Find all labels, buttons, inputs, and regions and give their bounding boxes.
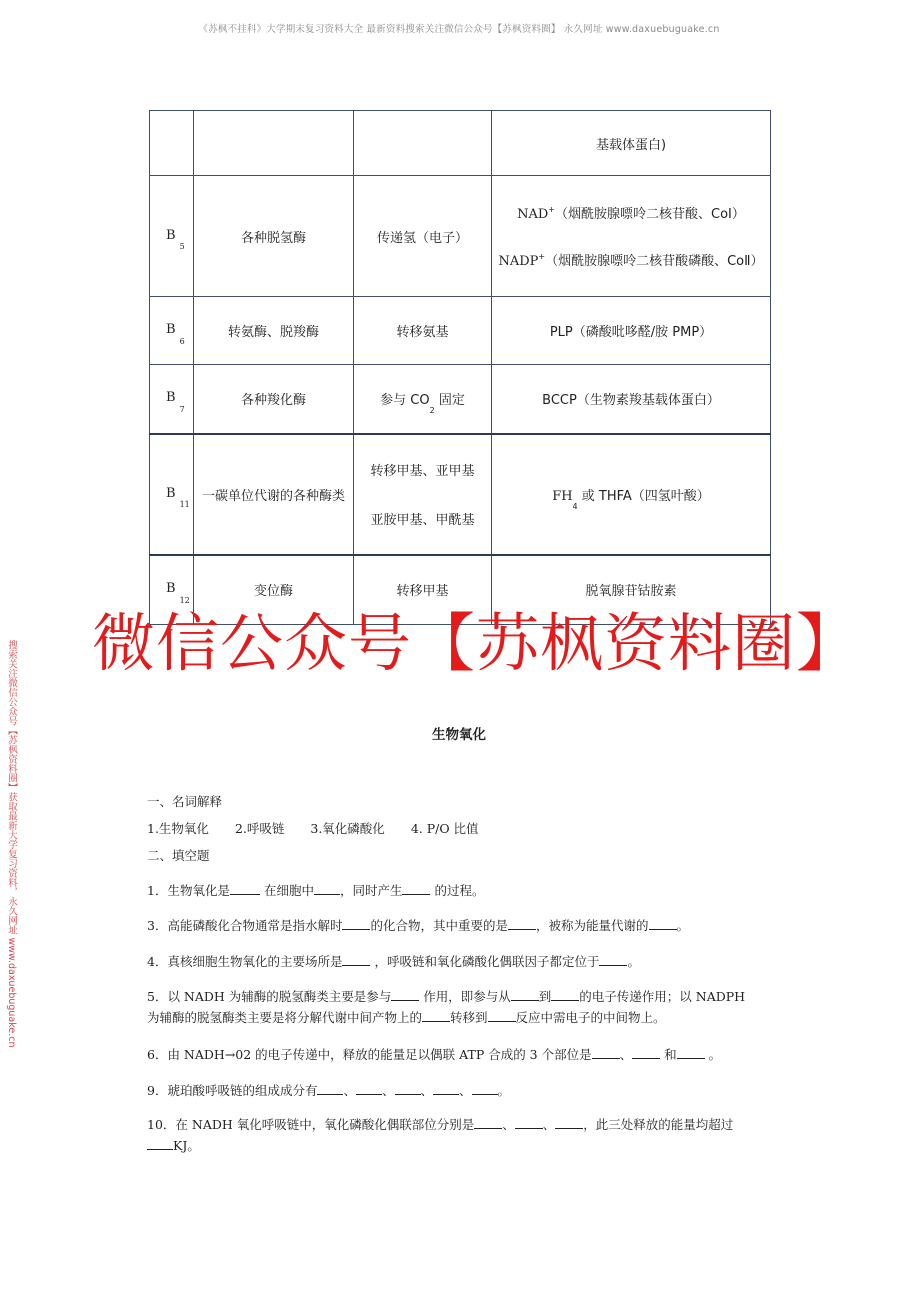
coenzyme-cell: 基载体蛋白)	[492, 111, 771, 176]
header-note: 《苏枫不挂科》大学期末复习资料大全 最新资料搜索关注微信公众号【苏枫资料圈】 永久网址 www.daxuebuguake.cn	[198, 24, 720, 35]
side-watermark-text: 搜索关注微信公众号【苏枫资料圈】获取最新大学复习资料，永久网址 www.daxuebuguake.cn	[6, 640, 17, 1048]
term-item: 3.氧化磷酸化	[310, 821, 385, 836]
enzyme-cell: 转氨酶、脱羧酶	[194, 297, 354, 365]
table-row	[150, 297, 771, 365]
function-cell: 转移甲基、亚甲基 亚胺甲基、甲酰基	[354, 434, 492, 555]
question-6: 6．由 NADH→02 的电子传递中，释放的能量足以偶联 ATP 合成的 3 个部位是 、 和 。	[147, 1047, 722, 1062]
coenzyme-cell: NAD+（烟酰胺腺嘌呤二核苷酸、CoⅠ） NADP+（烟酰胺腺嘌呤二核苷酸磷酸、CoⅡ）	[492, 176, 771, 297]
term-item: 4. P/O 比值	[410, 821, 479, 836]
coenzyme-cell: 脱氧腺苷钴胺素	[492, 555, 771, 625]
function-cell: 转移甲基	[354, 555, 492, 625]
enzyme-cell: 一碳单位代谢的各种酶类	[194, 434, 354, 555]
table-row	[150, 365, 771, 434]
question-10: 10．在 NADH 氧化呼吸链中，氧化磷酸化偶联部位分别是 、 、 ，此三处释放的能量均超过 KJ。	[147, 1117, 734, 1153]
enzyme-cell: 变位酶	[194, 555, 354, 625]
term-item: 2.呼吸链	[234, 821, 285, 836]
red-watermark-banner: 微信公众号【苏枫资料圈】	[92, 607, 860, 680]
function-cell: 参与 $CO_2$ 固定	[354, 365, 492, 434]
vitamin-name-cell: $B_7$	[150, 365, 194, 434]
question-4: 4．真核细胞生物氧化的主要场所是 ，呼吸链和氧化磷酸化偶联因子都定位于 。	[147, 954, 640, 969]
coenzyme-cell: PLP（磷酸吡哆醛/胺 PMP）	[492, 297, 771, 365]
coenzyme-cell: $FH_4$ 或 THFA（四氢叶酸）	[492, 434, 771, 555]
enzyme-cell: 各种脱氢酶	[194, 176, 354, 297]
vitamin-name-cell: $B_6$	[150, 297, 194, 365]
vitamin-name-cell: $B_{11}$	[150, 434, 194, 555]
vitamin-name-cell: $B_5$	[150, 176, 194, 297]
function-cell: 传递氢（电子）	[354, 176, 492, 297]
table-row	[150, 176, 771, 297]
coenzyme-cell: BCCP（生物素羧基载体蛋白）	[492, 365, 771, 434]
function-cell: 转移氨基	[354, 297, 492, 365]
table-row	[150, 434, 771, 555]
part1-heading: 一、名词解释	[147, 794, 223, 809]
terms-list	[147, 818, 773, 839]
question-9: 9．琥珀酸呼吸链的组成成分有 、 、 、 、 。	[147, 1083, 511, 1098]
section-title: 生物氧化	[432, 727, 486, 743]
question-1: 1．生物氧化是 在细胞中 ，同时产生 的过程。	[147, 883, 485, 898]
vitamin-name-cell: $B_{12}$	[150, 555, 194, 625]
part2-heading: 二、填空题	[147, 848, 210, 863]
question-5: 5．以 NADH 为辅酶的脱氢酶类主要是参与 作用，即参与从 到 的电子传递作用；以 NADPH 为辅酶的脱氢酶类主要是将分解代谢中间产物上的 转移到 反应中需电子的中间物上。	[147, 989, 746, 1025]
enzyme-cell: 各种羧化酶	[194, 365, 354, 434]
table-row	[150, 111, 771, 176]
term-item: 1.生物氧化	[147, 821, 209, 836]
question-3: 3．高能磷酸化合物通常是指水解时 的化合物，其中重要的是 ，被称为能量代谢的 。	[147, 918, 690, 933]
vitamin-coenzyme-table	[149, 110, 771, 625]
